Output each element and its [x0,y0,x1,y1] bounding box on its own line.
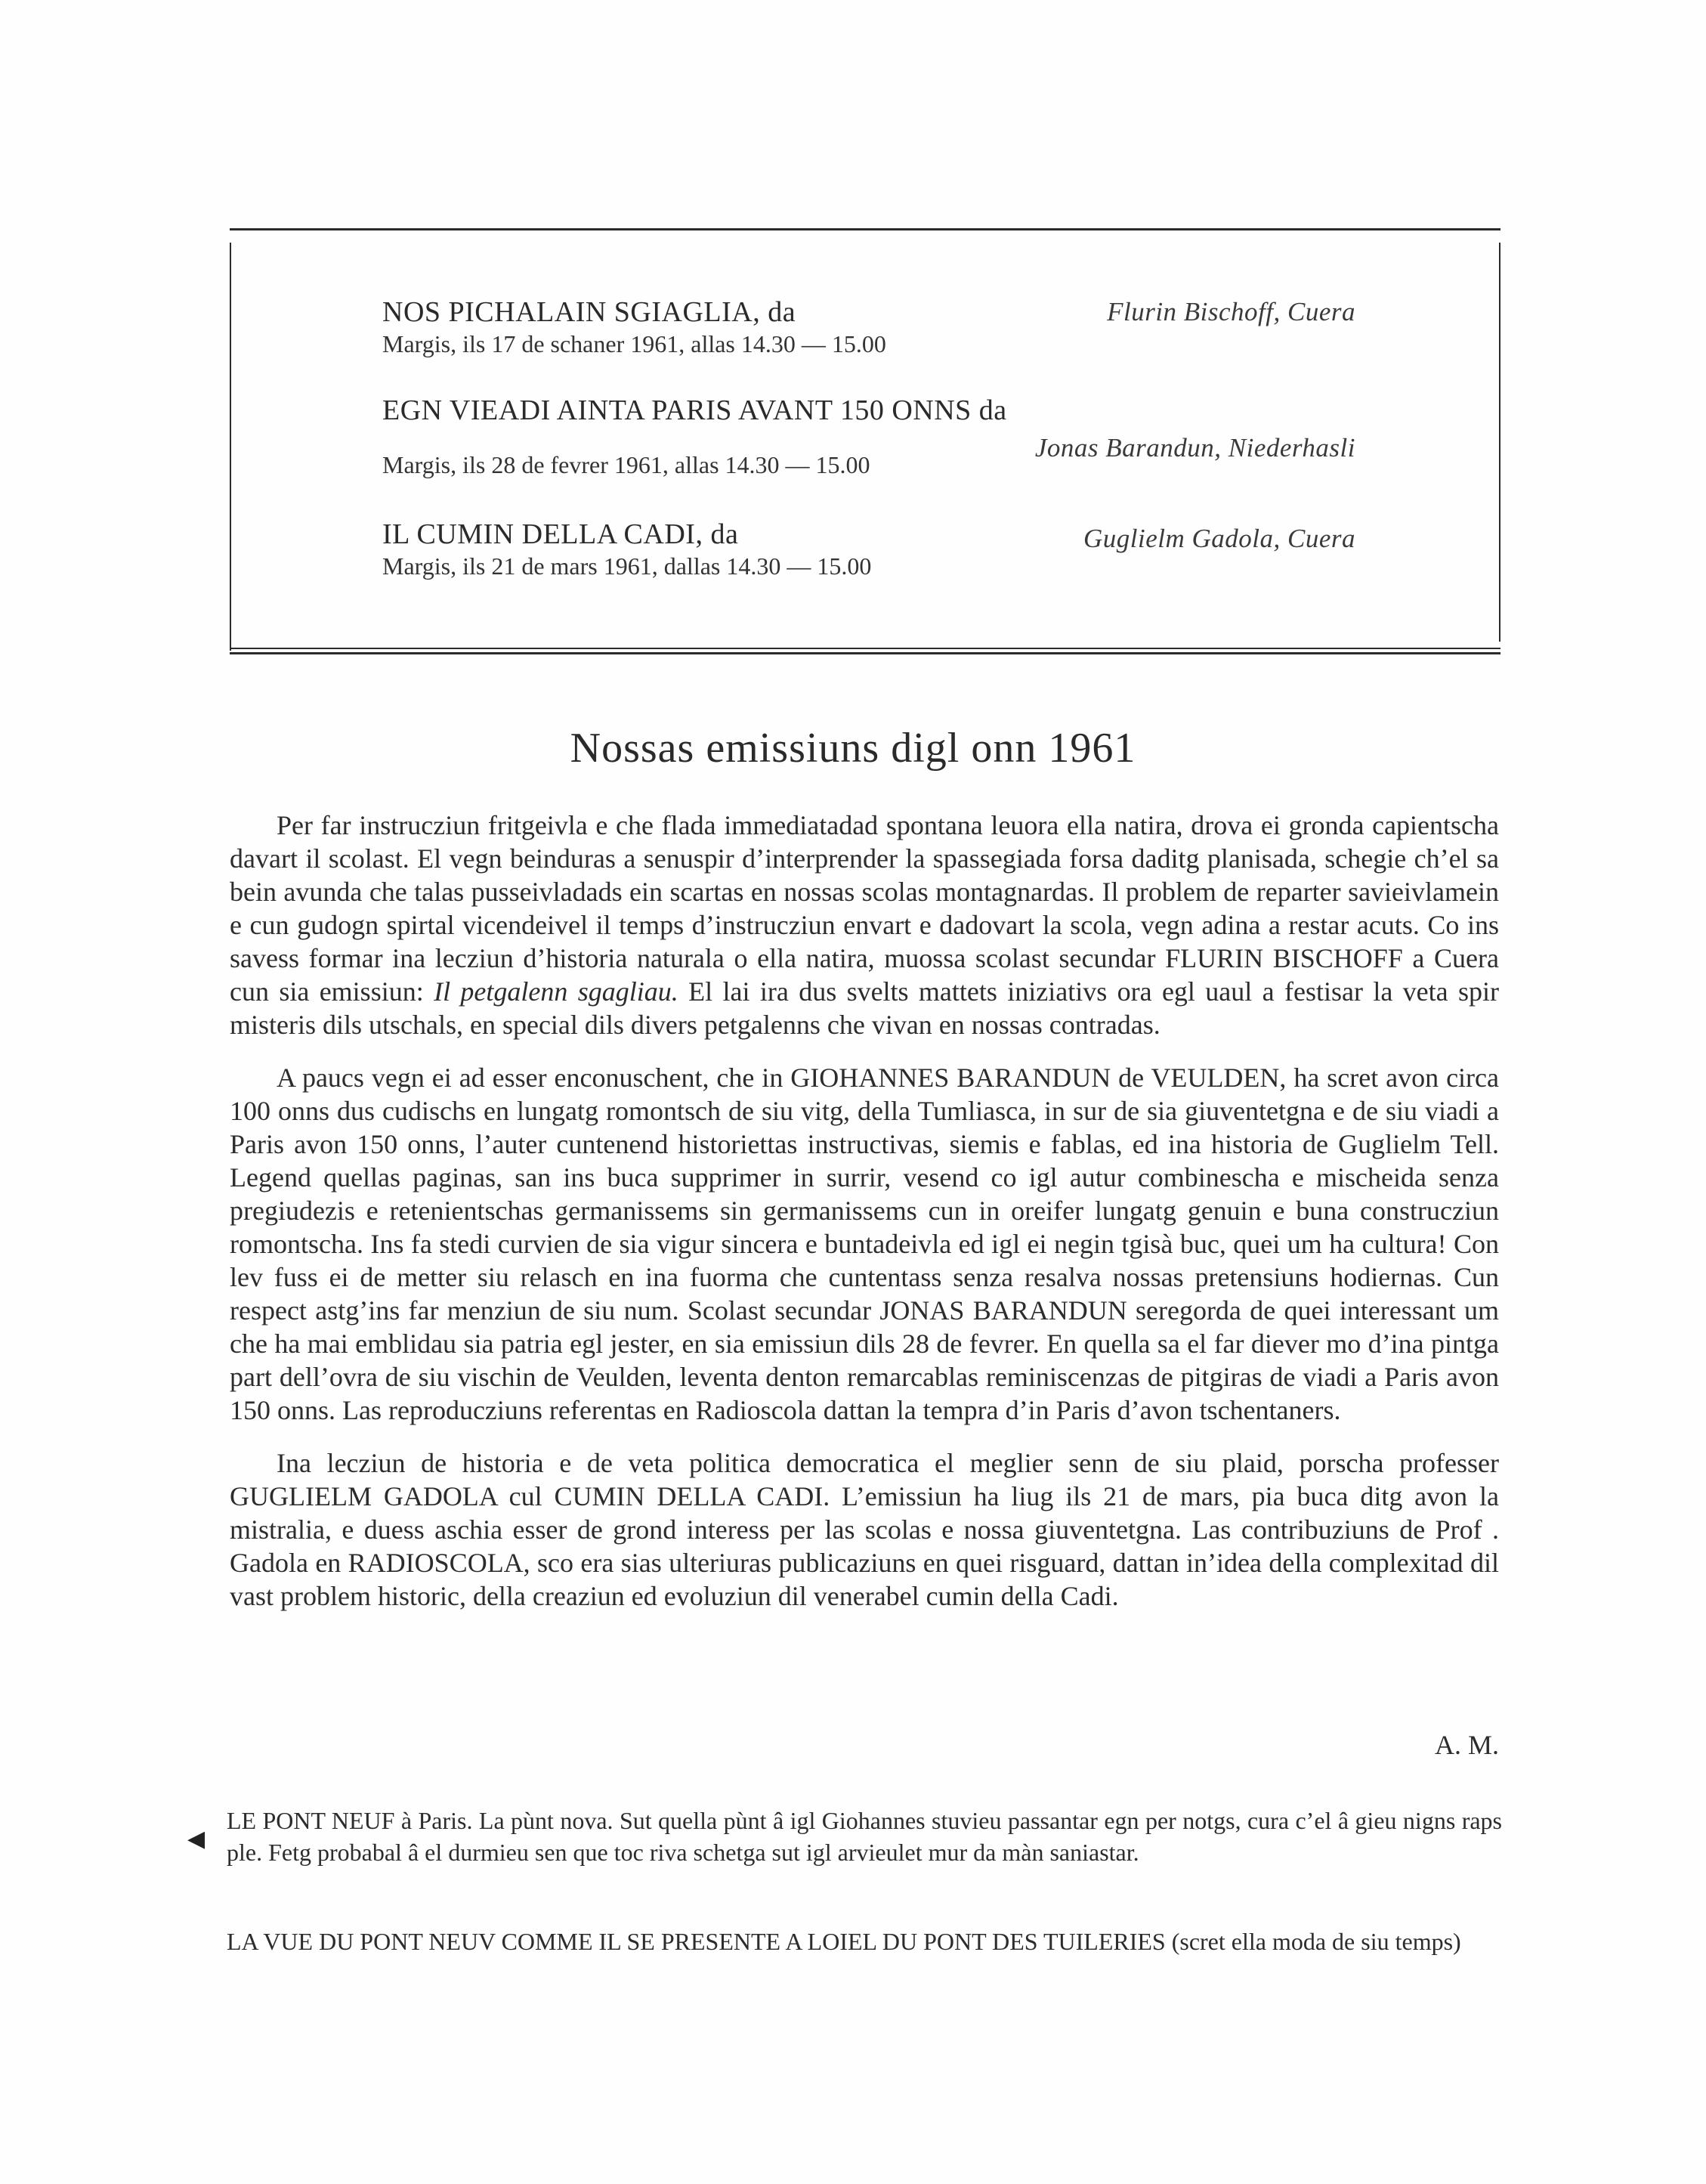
paragraph-1-start: Per far instrucziun fritgeivla e che flada immediatadad spontana leuora ella natira, drova ei gronda capientscha davart il scolast. El vegn beinduras a senuspir d’interprender la spassegiada forsa daditg planisada, schegie ch’el sa bein avunda che talas pusseivladads ein scartas en nossas scolas montagnardas. Il problem de reparter savieivlamein e cun gudogn spirtal vicendeivel il temps d’instrucziun envart e dadovart la scola, vegn adina a restar acuts. Co ins savess formar ina lecziun d’historia naturala o ella natira, muossa scolast secundar FLURIN BISCHOFF a Cuera cun sia emissiun: [230,810,1499,1007]
box-bottom-rule [230,648,1500,649]
article-body [230,809,1499,1632]
article-title: Nossas emissiuns digl onn 1961 [570,725,1136,772]
schedule-box [230,228,1500,654]
entry-title: EGN VIEADI AINTA PARIS AVANT 150 ONNS da [382,394,1007,426]
entry-date: Margis, ils 28 de fevrer 1961, allas 14.30 — 15.00 [382,451,870,478]
paragraph-2: A paucs vegn ei ad esser enconuschent, che in GIOHANNES BARANDUN de VEULDEN, ha scret avon circa 100 onns dus cudischs en lungatg romontsch de siu vitg, della Tumliasca, in sur de sia giuventetgna e de siu viadi a Paris avon 150 onns, l’auter cuntenend historiettas instructivas, siemis e fablas, ed ina historia de Guglielm Tell. Legend quellas paginas, san ins buca supprimer in surrir, vesend co igl autur combinescha e mischeida senza pregiudezis e retenientschas germanissems sin germanissems cun in oreifer lungatg genuin e buna construcziun romontscha. Ins fa stedi curvien de sia vigur sincera e buntadeivla ed igl ei negin tgisà buc, quei um ha cultura! Con lev fuss ei de metter siu relasch en ina fuorma che cuntentass senza resalva nossas pretensiuns hodiernas. Cun respect astg’ins far menziun de siu num. Scolast secundar JONAS BARANDUN seregorda de quei interessant um che ha mai emblidau sia patria egl jester, en sia emissiun dils 28 de fevrer. En quella sa el far diever mo d’ina pintga part dell’ovra de siu vischin de Veulden, leventa denton remarcablas reminiscenzas de pitgiras de viadi a Paris avon 150 onns. Las reproducziuns referentas en Radioscola dattan la tempra d’in Paris d’avon tschentaners. [230,1063,1499,1425]
box-left-rule [230,243,231,651]
entry-date: Margis, ils 21 de mars 1961, dallas 14.30 — 15.00 [382,552,872,580]
signature: A. M. [1434,1730,1499,1760]
schedule-entry-3 [382,518,1355,581]
caption-pont-neuf: LE PONT NEUF à Paris. La pùnt nova. Sut quella pùnt â igl Giohannes stuvieu passantar egn per notgs, cura c’el â gieu nigns raps ple. Fetg probabal â el durmieu sen que toc riva schetga sut igl arvieulet mur da màn saniastar. [227,1807,1502,1866]
entry-date: Margis, ils 17 de schaner 1961, allas 14.30 — 15.00 [382,330,886,357]
box-right-rule [1499,243,1500,642]
paragraph-3: Ina lecziun de historia e de veta politica democratica el meglier senn de siu plaid, porscha professer GUGLIELM GADOLA cul CUMIN DELLA CADI. L’emissiun ha liug ils 21 de mars, pia buca ditg avon la mistralia, e duess aschia esser de grond interess per las scolas e nossa giuventetgna. Las contribuziuns de Prof . Gadola en RADIOSCOLA, sco era sias ulteriuras publicaziuns en quei risguard, dattan in’idea della complexitad dil vast problem historic, della creaziun ed evoluziun dil venerabel cumin della Cadi. [230,1448,1499,1611]
entry-title: IL CUMIN DELLA CADI, da [382,518,739,550]
entry-title: NOS PICHALAIN SGIAGLIA, da [382,296,796,328]
entry-author: Guglielm Gadola, Cuera [1083,524,1355,553]
entry-author: Jonas Barandun, Niederhasli [1034,433,1355,462]
schedule-entry-2 [382,394,1355,480]
arrow-left-icon: ◀ [187,1827,206,1851]
paragraph-1 [230,809,1499,1041]
caption-vue-pont: LA VUE DU PONT NEUV COMME IL SE PRESENTE A LOIEL DU PONT DES TUILERIES (scret ella moda de siu temps) [227,1928,1461,1955]
emission-title: Il petgalenn sgagliau. [434,976,678,1007]
schedule-entry-1 [382,295,1355,359]
entry-author: Flurin Bischoff, Cuera [1107,297,1355,326]
paragraph-1-end: El lai ira dus svelts mattets iniziativs ora egl uaul a festisar la veta spir misteris dils utschals, en special dils divers petgalenns che vivan en nossas contradas. [230,976,1499,1040]
